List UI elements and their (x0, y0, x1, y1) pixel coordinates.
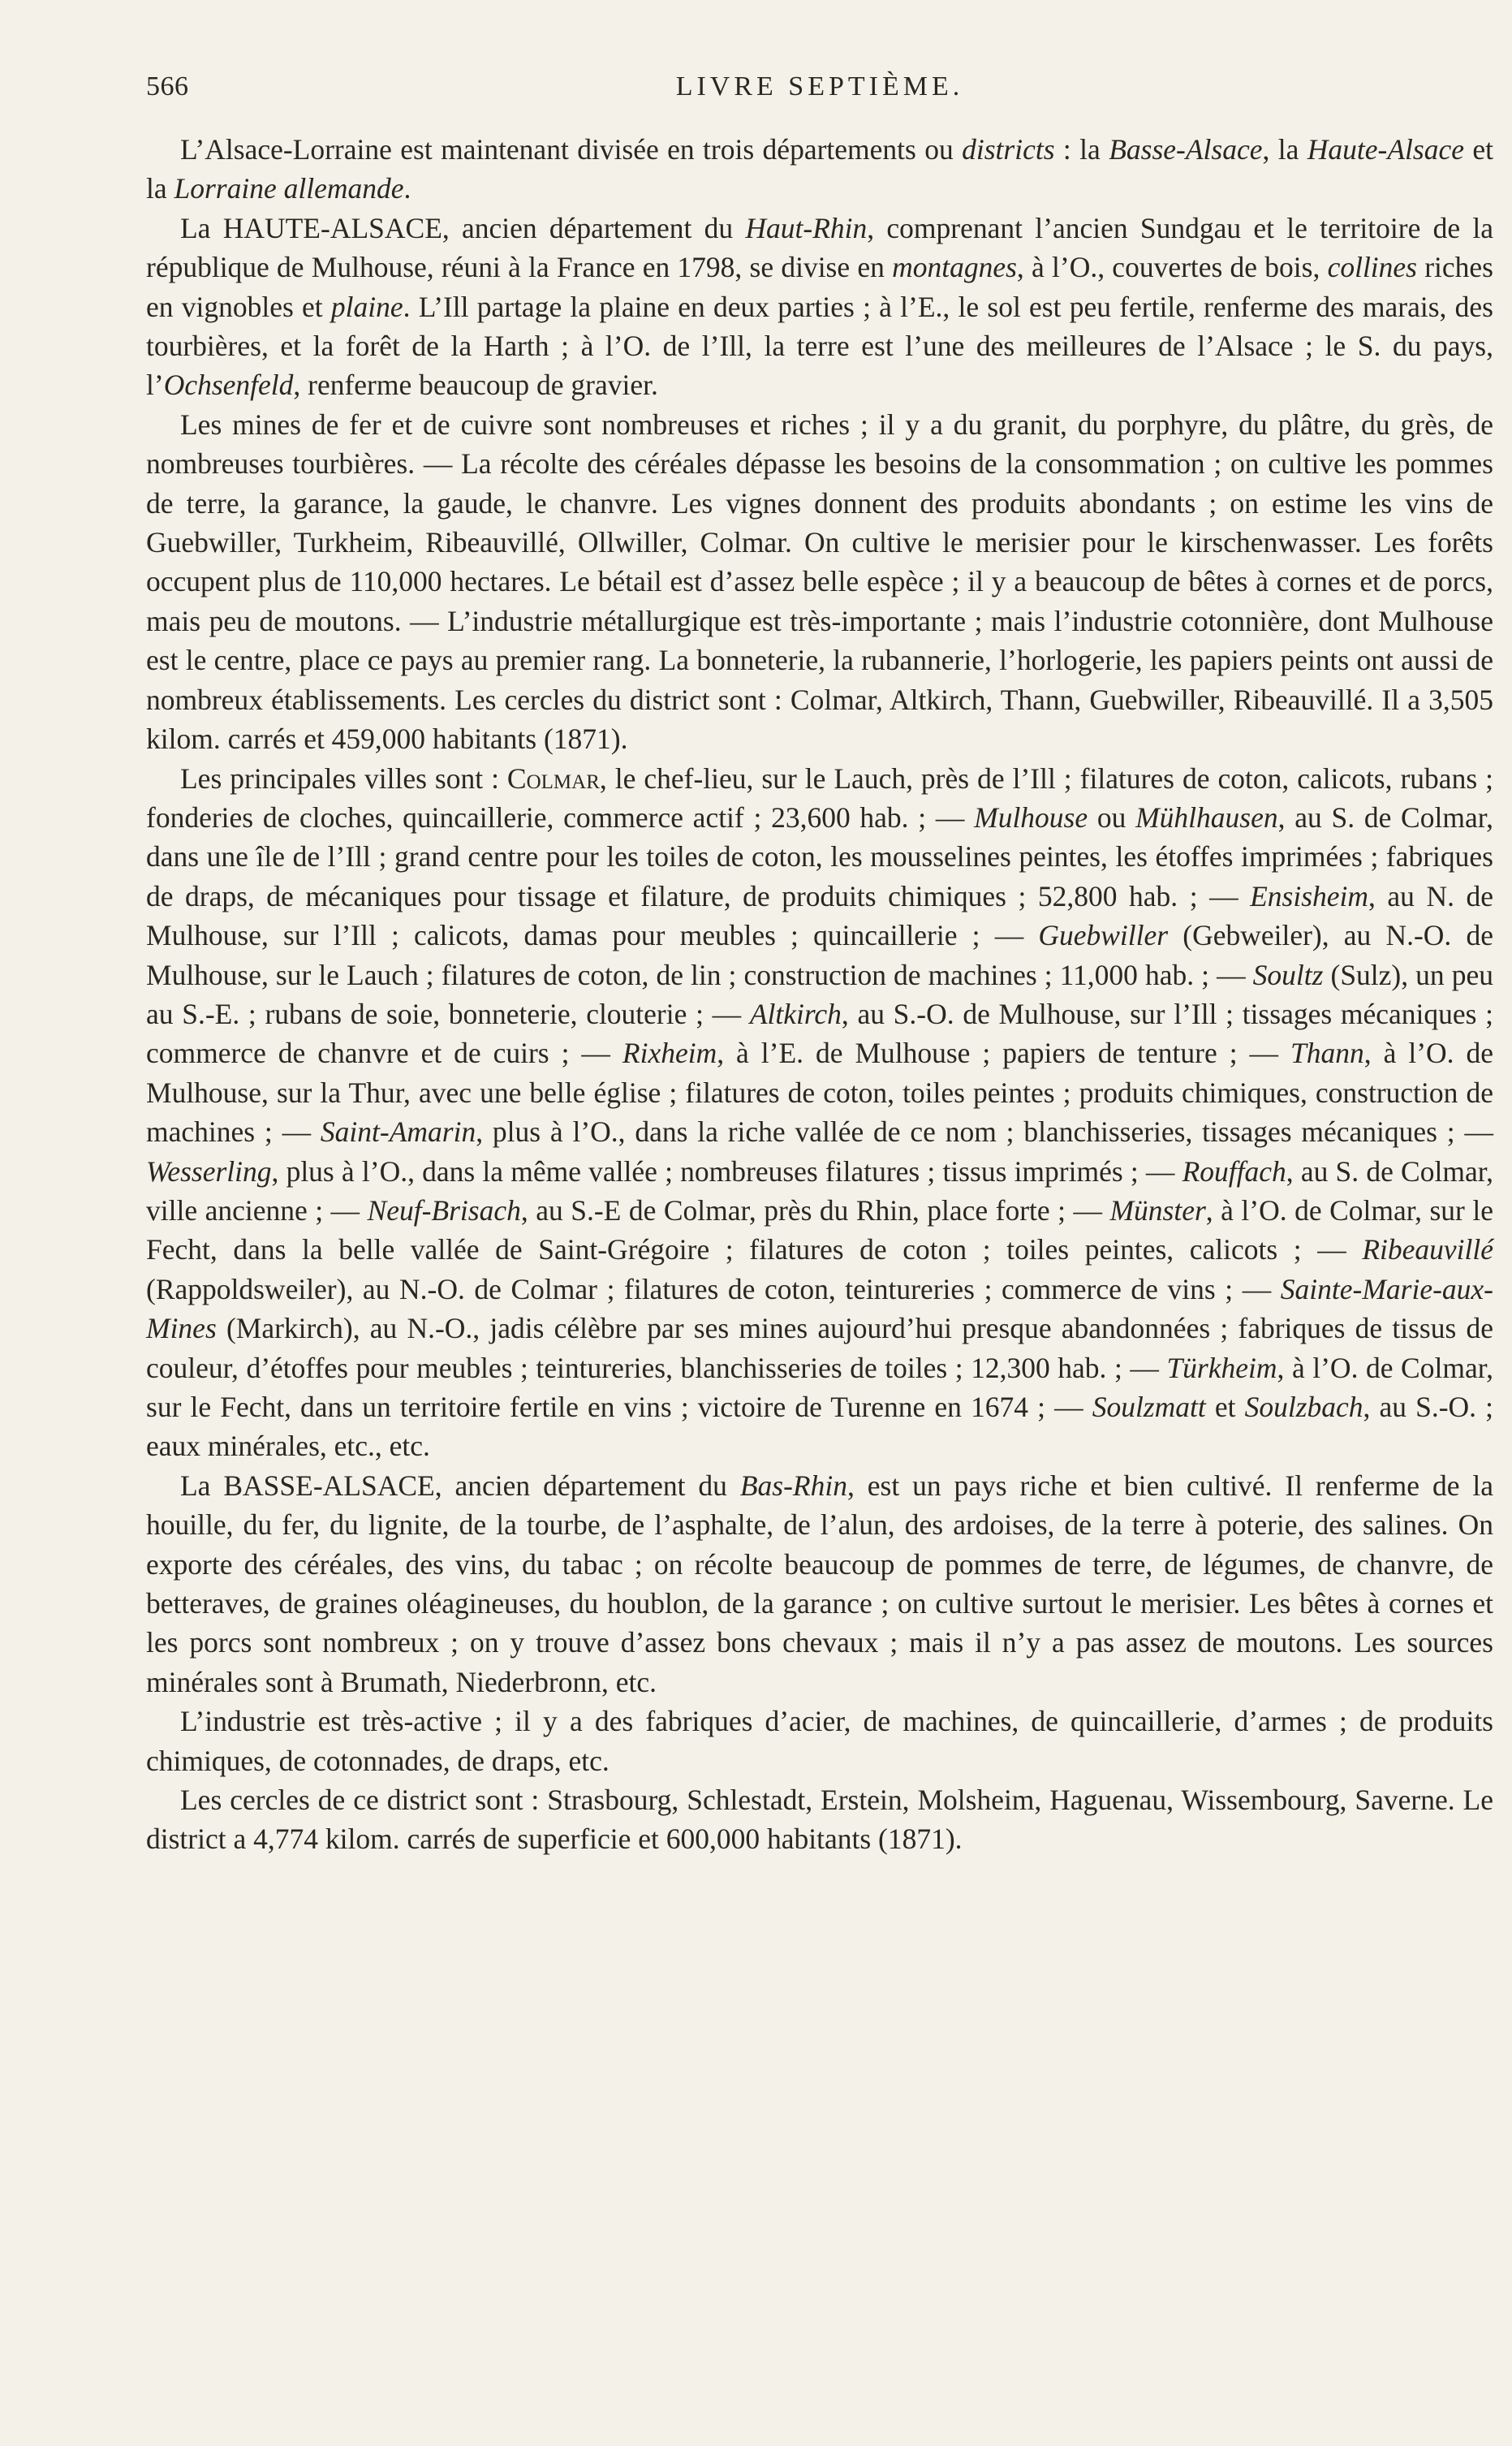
emphasized-term: Haute-Alsace (1307, 133, 1464, 166)
emphasized-term: Münster (1109, 1193, 1206, 1227)
emphasized-term: Haut-Rhin (745, 211, 868, 244)
paragraph-haute-alsace (146, 209, 1493, 405)
emphasized-term: Rixheim (622, 1037, 717, 1070)
emphasized-term: Lorraine allemande (174, 172, 404, 205)
text-run: Les principales villes sont : (180, 761, 507, 795)
text-run: riches en vignobles et (146, 251, 1493, 323)
paragraph-mines-and-agriculture (146, 405, 1493, 759)
emphasized-term: Ensisheim (1250, 879, 1369, 912)
text-run: La BASSE-ALSACE, ancien département du (180, 1469, 740, 1502)
text-run: , au S.-O. ; eaux minérales, etc., etc. (146, 1391, 1493, 1463)
text-run: , la (1262, 133, 1307, 166)
text-run: (Gebweiler), au N.-O. de Mulhouse, sur le Lauch ; filatures de coton, de lin ; construction de machines ; 11,000 hab. ; — (146, 919, 1493, 991)
text-run: , renferme beaucoup de gravier. (293, 369, 658, 402)
paragraph-basse-alsace (146, 1466, 1493, 1702)
text-run: . L’Ill partage la plaine en deux parties ; à l’E., le sol est peu fertile, renferme des marais, des tourbières, et la forêt de la Harth ; à l’O. de l’Ill, la terre est l’une des meilleures de l’Alsace ; le S. du pays, l’ (146, 290, 1493, 402)
emphasized-term: plaine (330, 290, 403, 323)
text-run: , à l’O. de Mulhouse, sur la Thur, avec une belle église ; filatures de coton, toiles peintes ; produits chimiques, construction de machines ; — (146, 1037, 1493, 1149)
emphasized-term: districts (962, 133, 1055, 166)
page-number: 566 (146, 71, 189, 101)
emphasized-term: Colmar (506, 761, 600, 795)
emphasized-term: collines (1327, 251, 1417, 284)
emphasized-term: Ochsenfeld (163, 369, 294, 402)
emphasized-term: Altkirch (749, 997, 842, 1030)
text-run: , le chef-lieu, sur le Lauch, près de l’Ill ; filatures de coton, calicots, rubans ; fonderies de cloches, quincaillerie, commerce actif ; 23,600 hab. ; — (146, 761, 1493, 834)
text-run: et (1205, 1391, 1245, 1423)
text-run: , comprenant l’ancien Sundgau et le territoire de la république de Mulhouse, réuni à la France en 1798, se divise en (146, 211, 1493, 284)
text-run: La HAUTE-ALSACE, ancien département du (180, 211, 746, 244)
text-run: Les cercles de ce district sont : Strasbourg, Schlestadt, Erstein, Molsheim, Haguenau, Wissembourg, Saverne. Le district a 4,774 kilom. carrés de superficie et 600,000 habitants (1871). (146, 1784, 1493, 1856)
text-run: , à l’O. de Colmar, sur le Fecht, dans la belle vallée de Saint-Grégoire ; filatures de coton ; toiles peintes, calicots ; — (146, 1193, 1493, 1266)
paragraph-principal-towns (146, 759, 1493, 1466)
emphasized-term: Guebwiller (1038, 919, 1169, 952)
body-text (146, 130, 1493, 1859)
text-run: (Markirch), au N.-O., jadis célèbre par ses mines aujourd’hui presque abandonnées ; fabriques de tissus de couleur, d’étoffes pour meubles ; teintureries, blanchisseries de toiles ; 12,300 hab. ; — (146, 1312, 1493, 1384)
text-run: , est un pays riche et bien cultivé. Il renferme de la houille, du fer, du lignite, de la tourbe, de l’asphalte, de l’alun, des ardoises, de la terre à poterie, des salines. On exporte des céréales, des vins, du tabac ; on récolte beaucoup de pommes de terre, de légumes, de chanvre, de betteraves, de graines oléagineuses, du houblon, de la garance ; on cultive surtout le merisier. Les bêtes à cornes et les porcs sont nombreux ; on y trouve d’assez bons chevaux ; mais il n’y a pas assez de moutons. Les sources minérales sont à Brumath, Niederbronn, etc. (146, 1469, 1493, 1698)
emphasized-term: Rouffach (1182, 1154, 1286, 1188)
text-run: ou (1088, 800, 1136, 834)
text-run: L’industrie est très-active ; il y a des fabriques d’acier, de machines, de quincaillerie, d’armes ; de produits chimiques, de cotonnades, de draps, etc. (146, 1705, 1493, 1777)
text-run: , au S.-O. de Mulhouse, sur l’Ill ; tissages mécaniques ; commerce de chanvre et de cuirs ; — (146, 997, 1493, 1070)
text-run: . (403, 172, 411, 205)
emphasized-term: Mühlhausen (1135, 800, 1278, 834)
emphasized-term: Türkheim (1166, 1351, 1277, 1384)
text-run: , à l’O. de Colmar, sur le Fecht, dans un territoire fertile en vins ; victoire de Turenne en 1674 ; — (146, 1351, 1493, 1423)
emphasized-term: Sainte-Marie-aux-Mines (146, 1272, 1493, 1345)
text-run: , au S. de Colmar, ville ancienne ; — (146, 1154, 1493, 1227)
emphasized-term: Basse-Alsace (1109, 133, 1263, 166)
running-title: LIVRE SEPTIÈME. (675, 71, 964, 101)
paragraph-industry (146, 1702, 1493, 1780)
emphasized-term: Thann (1290, 1037, 1364, 1070)
text-run: , au S.-E de Colmar, près du Rhin, place forte ; — (520, 1193, 1110, 1227)
paragraph-district-circles (146, 1780, 1493, 1859)
emphasized-term: Saint-Amarin (320, 1115, 476, 1149)
text-run: , à l’O., couvertes de bois, (1016, 251, 1328, 284)
emphasized-term: Neuf-Brisach (367, 1193, 521, 1227)
text-run: , plus à l’O., dans la même vallée ; nombreuses filatures ; tissus imprimés ; — (271, 1154, 1182, 1188)
text-run: (Sulz), un peu au S.-E. ; rubans de soie, bonneterie, clouterie ; — (146, 958, 1493, 1030)
text-run: et la (146, 133, 1493, 205)
emphasized-term: Mulhouse (974, 800, 1088, 834)
emphasized-term: Soulzmatt (1092, 1391, 1206, 1423)
text-run: , à l’E. de Mulhouse ; papiers de tenture ; — (717, 1037, 1291, 1070)
paragraph-alsace-lorraine-intro (146, 130, 1493, 209)
emphasized-term: Soultz (1252, 958, 1324, 991)
text-run: : la (1054, 133, 1109, 166)
text-run: L’Alsace-Lorraine est maintenant divisée en trois départements ou (180, 133, 963, 166)
text-run: , au S. de Colmar, dans une île de l’Ill ; grand centre pour les toiles de coton, les mousselines peintes, les étoffes imprimées ; fabriques de draps, de mécaniques pour tissage et filature, de produits chimiques ; 52,800 hab. ; — (146, 800, 1493, 912)
emphasized-term: Soulzbach (1244, 1391, 1363, 1423)
text-run: (Rappoldsweiler), au N.-O. de Colmar ; filatures de coton, teintureries ; commerce de vins ; — (146, 1272, 1281, 1305)
emphasized-term: Wesserling (146, 1154, 272, 1188)
emphasized-term: Bas-Rhin (739, 1469, 847, 1502)
page-header (146, 71, 1493, 112)
emphasized-term: Ribeauvillé (1362, 1233, 1493, 1266)
text-run: Les mines de fer et de cuivre sont nombreuses et riches ; il y a du granit, du porphyre, du plâtre, du grès, de nombreuses tourbières. — La récolte des céréales dépasse les besoins de la consommation ; on cultive les pommes de terre, la garance, la gaude, le chanvre. Les vignes donnent des produits abondants ; on estime les vins de Guebwiller, Turkheim, Ribeauvillé, Ollwiller, Colmar. On cultive le merisier pour le kirschenwasser. Les forêts occupent plus de 110,000 hectares. Le bétail est d’assez belle espèce ; il y a beaucoup de bêtes à cornes et de porcs, mais peu de moutons. — L’industrie métallurgique est très-importante ; mais l’industrie cotonnière, dont Mulhouse est le centre, place ce pays au premier rang. La bonneterie, la rubannerie, l’horlogerie, les papiers peints ont aussi de nombreux établissements. Les cercles du district sont : Colmar, Altkirch, Thann, Guebwiller, Ribeauvillé. Il a 3,505 kilom. carrés et 459,000 habitants (1871). (146, 408, 1493, 756)
text-run: , au N. de Mulhouse, sur l’Ill ; calicots, damas pour meubles ; quincaillerie ; — (146, 879, 1493, 952)
emphasized-term: montagnes (892, 251, 1017, 284)
text-run: , plus à l’O., dans la riche vallée de ce nom ; blanchisseries, tissages mécaniques ; — (476, 1115, 1493, 1149)
